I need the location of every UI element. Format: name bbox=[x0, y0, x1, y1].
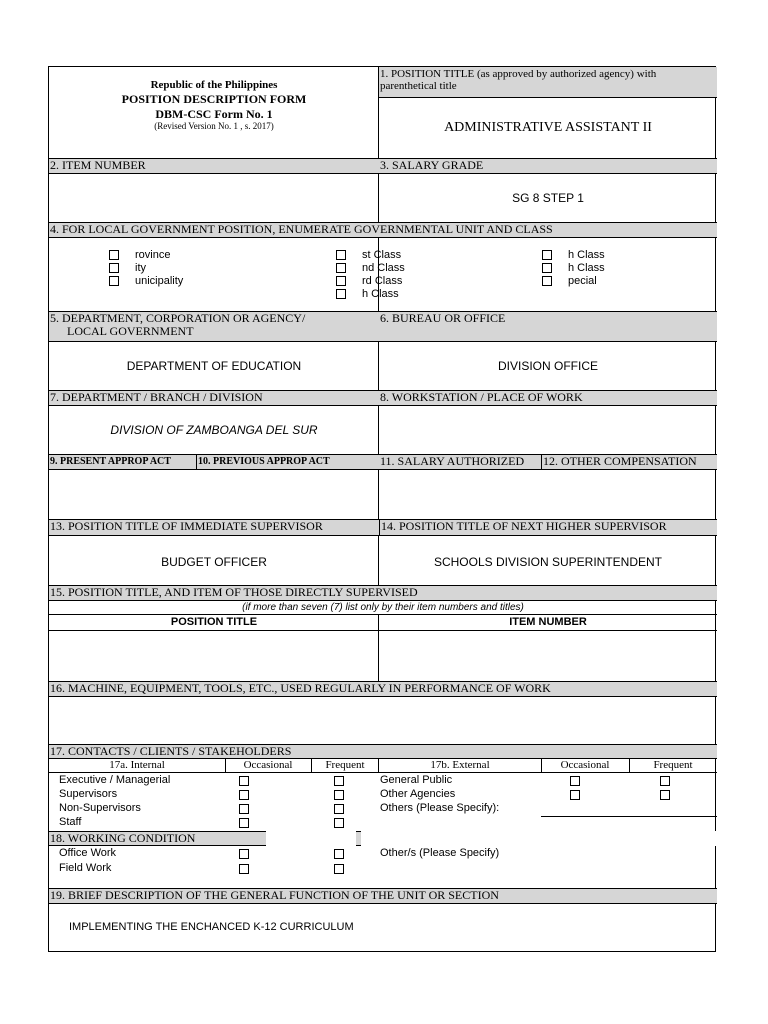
special-label: pecial bbox=[568, 275, 597, 287]
workstation-label: 8. WORKSTATION / PLACE OF WORK bbox=[379, 390, 717, 406]
municipality-checkbox[interactable] bbox=[109, 276, 119, 286]
general-function-label: 19. BRIEF DESCRIPTION OF THE GENERAL FUNCTION OF THE UNIT OR SECTION bbox=[49, 888, 717, 904]
republic-line: Republic of the Philippines bbox=[150, 79, 278, 91]
position-title-value[interactable]: ADMINISTRATIVE ASSISTANT II bbox=[444, 120, 652, 135]
immediate-supervisor-label: 13. POSITION TITLE OF IMMEDIATE SUPERVISOR bbox=[49, 519, 379, 536]
form-title: POSITION DESCRIPTION FORM bbox=[121, 92, 307, 106]
office-work-frequent-checkbox[interactable] bbox=[334, 849, 344, 859]
second-class-checkbox[interactable] bbox=[336, 263, 346, 273]
municipality-label: unicipality bbox=[135, 275, 184, 287]
fifth-class-checkbox[interactable] bbox=[542, 250, 552, 260]
department-agency-label: 5. DEPARTMENT, CORPORATION OR AGENCY/ LOCAL GOVERNMENT bbox=[49, 311, 379, 342]
other-agencies-occasional-checkbox[interactable] bbox=[570, 790, 580, 800]
item-number-column-header: ITEM NUMBER bbox=[379, 615, 717, 631]
city-label: ity bbox=[135, 262, 146, 274]
form-number: DBM-CSC Form No. 1 bbox=[155, 107, 273, 121]
bureau-office-label: 6. BUREAU OR OFFICE bbox=[379, 311, 717, 342]
office-work-occasional-checkbox[interactable] bbox=[239, 849, 249, 859]
supervised-item-cell[interactable] bbox=[379, 631, 717, 681]
field-work-frequent-checkbox[interactable] bbox=[334, 864, 344, 874]
field-work-label: Field Work bbox=[59, 862, 112, 874]
next-higher-supervisor-label: 14. POSITION TITLE OF NEXT HIGHER SUPERVISOR bbox=[379, 519, 717, 536]
field-work-occasional-checkbox[interactable] bbox=[239, 864, 249, 874]
directly-supervised-note: (if more than seven (7) list only by their item numbers and titles) bbox=[49, 601, 717, 615]
external-occasional-header: Occasional bbox=[560, 759, 610, 771]
executive-occasional-checkbox[interactable] bbox=[239, 776, 249, 786]
other-compensation-label: 12. OTHER COMPENSATION bbox=[541, 454, 717, 470]
salary-grade-value[interactable]: SG 8 STEP 1 bbox=[512, 191, 584, 205]
internal-header: 17a. Internal bbox=[109, 759, 165, 771]
contact-supervisors-label: Supervisors bbox=[59, 788, 118, 800]
executive-frequent-checkbox[interactable] bbox=[334, 776, 344, 786]
third-class-label: rd Class bbox=[362, 275, 403, 287]
contacts-label: 17. CONTACTS / CLIENTS / STAKEHOLDERS bbox=[49, 744, 717, 759]
general-function-value[interactable]: IMPLEMENTING THE ENCHANCED K-12 CURRICULUM bbox=[69, 921, 354, 933]
next-higher-supervisor-value[interactable]: SCHOOLS DIVISION SUPERINTENDENT bbox=[433, 555, 663, 569]
other-agencies-frequent-checkbox[interactable] bbox=[660, 790, 670, 800]
first-class-checkbox[interactable] bbox=[336, 250, 346, 260]
supervised-position-cell[interactable] bbox=[49, 631, 378, 681]
position-title-label: 1. POSITION TITLE (as approved by authorized agency) with parenthetical title bbox=[379, 67, 717, 98]
salary-grade-label: 3. SALARY GRADE bbox=[379, 158, 717, 174]
others-specify-line[interactable] bbox=[541, 816, 717, 817]
staff-occasional-checkbox[interactable] bbox=[239, 818, 249, 828]
contact-non-supervisors-label: Non-Supervisors bbox=[59, 802, 141, 814]
position-title-column-header: POSITION TITLE bbox=[49, 615, 379, 631]
third-class-checkbox[interactable] bbox=[336, 276, 346, 286]
contact-staff-label: Staff bbox=[59, 816, 82, 828]
office-work-label: Office Work bbox=[59, 847, 117, 859]
supervisors-occasional-checkbox[interactable] bbox=[239, 790, 249, 800]
machines-tools-cell[interactable] bbox=[49, 697, 717, 745]
branch-division-value[interactable]: DIVISION OF ZAMBOANGA DEL SUR bbox=[110, 423, 318, 437]
contact-executive-label: Executive / Managerial bbox=[59, 774, 171, 786]
fifth-class-label: h Class bbox=[568, 249, 605, 261]
salary-authorized-label: 11. SALARY AUTHORIZED bbox=[379, 454, 541, 470]
fourth-class-label: h Class bbox=[362, 288, 399, 300]
non-supervisors-occasional-checkbox[interactable] bbox=[239, 804, 249, 814]
special-checkbox[interactable] bbox=[542, 276, 552, 286]
other-conditions-label: Other/s (Please Specify) bbox=[380, 847, 500, 859]
general-public-occasional-checkbox[interactable] bbox=[570, 776, 580, 786]
sixth-class-label: h Class bbox=[568, 262, 605, 274]
province-checkbox[interactable] bbox=[109, 250, 119, 260]
machines-tools-label: 16. MACHINE, EQUIPMENT, TOOLS, ETC., USED REGULARLY IN PERFORMANCE OF WORK bbox=[49, 681, 717, 697]
internal-occasional-header: Occasional bbox=[243, 759, 293, 771]
city-checkbox[interactable] bbox=[109, 263, 119, 273]
form-header bbox=[49, 67, 379, 159]
province-label: rovince bbox=[135, 249, 171, 261]
immediate-supervisor-value[interactable]: BUDGET OFFICER bbox=[161, 555, 267, 569]
bureau-office-value[interactable]: DIVISION OFFICE bbox=[497, 359, 598, 373]
external-header: 17b. External bbox=[430, 759, 490, 771]
lgu-class-label: 4. FOR LOCAL GOVERNMENT POSITION, ENUMERATE GOVERNMENTAL UNIT AND CLASS bbox=[49, 222, 717, 238]
non-supervisors-frequent-checkbox[interactable] bbox=[334, 804, 344, 814]
previous-approp-label: 10. PREVIOUS APPROP ACT bbox=[196, 454, 379, 470]
directly-supervised-label: 15. POSITION TITLE, AND ITEM OF THOSE DIRECTLY SUPERVISED bbox=[49, 585, 717, 601]
contact-general-public-label: General Public bbox=[380, 774, 453, 786]
position-description-form bbox=[48, 66, 716, 952]
present-approp-label: 9. PRESENT APPROP ACT bbox=[49, 454, 196, 470]
sixth-class-checkbox[interactable] bbox=[542, 263, 552, 273]
branch-division-label: 7. DEPARTMENT / BRANCH / DIVISION bbox=[49, 390, 379, 406]
external-frequent-header: Frequent bbox=[653, 759, 693, 771]
contact-other-agencies-label: Other Agencies bbox=[380, 788, 456, 800]
staff-frequent-checkbox[interactable] bbox=[334, 818, 344, 828]
item-number-label: 2. ITEM NUMBER bbox=[49, 158, 379, 174]
second-class-label: nd Class bbox=[362, 262, 405, 274]
form-revision: (Revised Version No. 1 , s. 2017) bbox=[154, 121, 274, 131]
fourth-class-checkbox[interactable] bbox=[336, 289, 346, 299]
working-condition-label: 18. WORKING CONDITION bbox=[49, 831, 717, 846]
first-class-label: st Class bbox=[362, 249, 402, 261]
supervisors-frequent-checkbox[interactable] bbox=[334, 790, 344, 800]
general-public-frequent-checkbox[interactable] bbox=[660, 776, 670, 786]
internal-frequent-header: Frequent bbox=[325, 759, 365, 771]
contact-others-specify-label: Others (Please Specify): bbox=[380, 802, 500, 814]
department-value[interactable]: DEPARTMENT OF EDUCATION bbox=[126, 359, 302, 373]
